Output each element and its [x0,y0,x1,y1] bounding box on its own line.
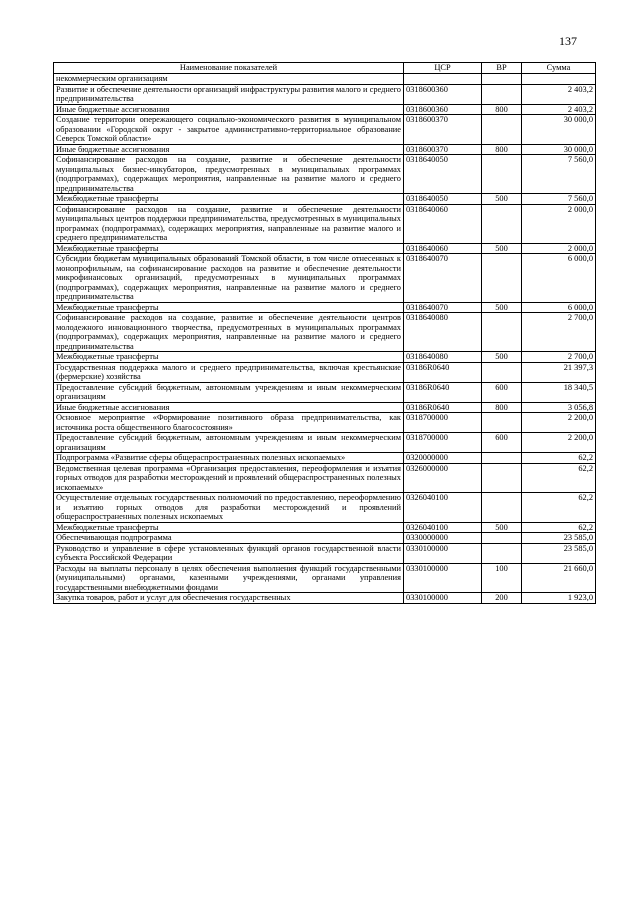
cell-sum: 6 000,0 [522,254,596,303]
cell-csr: 0318600360 [404,84,482,104]
table-row [54,84,596,104]
cell-csr: 0318640060 [404,243,482,254]
cell-sum: 6 000,0 [522,302,596,313]
cell-csr: 03186R0640 [404,362,482,382]
cell-name: Основное мероприятие «Формирование позитивного образа предпринимательства, как источника роста общественного благосостояния» [54,413,404,433]
cell-vr [482,543,522,563]
cell-csr: 0320000000 [404,453,482,464]
header-csr: ЦСР [404,63,482,74]
cell-name: некоммерческим организациям [54,74,404,85]
cell-vr [482,453,522,464]
cell-csr: 0318600370 [404,115,482,145]
cell-vr: 800 [482,104,522,115]
cell-name: Расходы на выплаты персоналу в целях обеспечения выполнения функций государственными (муниципальными) органами, казенными учреждениями, органами управления государственными внебюджетными фондами [54,563,404,593]
cell-csr: 0318700000 [404,433,482,453]
table-row [54,204,596,243]
cell-name: Подпрограмма «Развитие сферы общераспространенных полезных ископаемых» [54,453,404,464]
cell-sum: 3 056,8 [522,402,596,413]
cell-name: Межбюджетные трансферты [54,302,404,313]
cell-vr: 500 [482,352,522,363]
cell-sum [522,74,596,85]
cell-sum: 2 000,0 [522,204,596,243]
cell-name: Обеспечивающая подпрограмма [54,533,404,544]
table-row [54,352,596,363]
cell-vr [482,204,522,243]
cell-vr [482,155,522,194]
page-number: 137 [559,34,577,48]
header-vr: ВР [482,63,522,74]
table-row [54,453,596,464]
cell-name: Закупка товаров, работ и услуг для обеспечения государственных [54,593,404,604]
table-row [54,593,596,604]
cell-sum: 23 585,0 [522,533,596,544]
cell-csr: 0318640050 [404,194,482,205]
header-sum: Сумма [522,63,596,74]
cell-name: Софинансирование расходов на создание, развитие и обеспечение деятельности центров молодежного инновационного творчества, предусмотренных в муниципальных программах (подпрограммах), содержащих мероприятия, направленные на развитие малого и среднего предпринимательства [54,313,404,352]
cell-vr [482,413,522,433]
cell-name: Руководство и управление в сфере установленных функций органов государственной власти субъекта Российской Федерации [54,543,404,563]
cell-sum: 62,2 [522,463,596,493]
cell-name: Межбюджетные трансферты [54,194,404,205]
table-row [54,433,596,453]
cell-csr: 03186R0640 [404,402,482,413]
cell-vr [482,362,522,382]
cell-sum: 62,2 [522,522,596,533]
cell-sum: 62,2 [522,453,596,464]
cell-vr: 800 [482,144,522,155]
table-row [54,402,596,413]
cell-vr: 500 [482,522,522,533]
cell-vr: 800 [482,402,522,413]
cell-name: Софинансирование расходов на создание, развитие и обеспечение деятельности муниципальных бизнес-инкубаторов, предусмотренных в муниципальных программах (подпрограммах), содержащих мероприятия, направленные на развитие малого и среднего предпринимательства [54,155,404,194]
cell-csr: 0318600370 [404,144,482,155]
cell-sum: 30 000,0 [522,115,596,145]
table-row [54,313,596,352]
cell-sum: 18 340,5 [522,382,596,402]
cell-csr: 0318640060 [404,204,482,243]
cell-sum: 62,2 [522,493,596,523]
cell-vr: 500 [482,302,522,313]
cell-name: Межбюджетные трансферты [54,352,404,363]
table-row [54,382,596,402]
cell-name: Межбюджетные трансферты [54,243,404,254]
cell-name: Софинансирование расходов на создание, развитие и обеспечение деятельности муниципальных центров поддержки предпринимательства, предусмотренных в муниципальных программах (подпрограммах), содержащих мероприятия, направленные на развитие малого и среднего предпринимательства [54,204,404,243]
table-row [54,533,596,544]
cell-vr: 100 [482,563,522,593]
cell-vr: 500 [482,243,522,254]
table-row [54,104,596,115]
cell-sum: 21 397,3 [522,362,596,382]
cell-csr: 0326040100 [404,522,482,533]
cell-csr: 0318640070 [404,254,482,303]
cell-vr: 500 [482,194,522,205]
cell-vr [482,84,522,104]
cell-csr: 0318600360 [404,104,482,115]
cell-vr [482,493,522,523]
cell-sum: 23 585,0 [522,543,596,563]
table-row [54,74,596,85]
cell-csr: 0330000000 [404,533,482,544]
cell-name: Иные бюджетные ассигнования [54,104,404,115]
cell-name: Субсидии бюджетам муниципальных образований Томской области, в том числе отнесенных к монопрофильным, на софинансирование расходов на развитие и обеспечение деятельности микрофинансовых организаций, предусмотренных в муниципальных программах (подпрограммах), содержащих мероприятия, направленные на развитие малого и среднего предпринимательства [54,254,404,303]
cell-csr: 0318640080 [404,352,482,363]
cell-name: Межбюджетные трансферты [54,522,404,533]
cell-vr [482,533,522,544]
cell-vr [482,254,522,303]
cell-csr: 0326000000 [404,463,482,493]
cell-name: Государственная поддержка малого и среднего предпринимательства, включая крестьянские (фермерские) хозяйства [54,362,404,382]
table-row [54,155,596,194]
cell-csr: 0318640080 [404,313,482,352]
cell-sum: 2 403,2 [522,84,596,104]
cell-name: Ведомственная целевая программа «Организация предоставления, переоформления и изъятия горных отводов для разработки месторождений и проявлений общераспространенных полезных ископаемых» [54,463,404,493]
cell-name: Предоставление субсидий бюджетным, автономным учреждениям и иным некоммерческим организациям [54,382,404,402]
cell-vr [482,115,522,145]
table-row [54,115,596,145]
table-row [54,243,596,254]
cell-sum: 21 660,0 [522,563,596,593]
cell-name: Предоставление субсидий бюджетным, автономным учреждениям и иным некоммерческим организациям [54,433,404,453]
cell-sum: 1 923,0 [522,593,596,604]
table-row [54,194,596,205]
cell-vr: 600 [482,433,522,453]
cell-sum: 2 403,2 [522,104,596,115]
table-row [54,254,596,303]
table-row [54,522,596,533]
cell-sum: 2 000,0 [522,243,596,254]
table-header-row [54,63,596,74]
cell-name: Создание территории опережающего социально-экономического развития в муниципальном образовании «Городской округ - закрытое административно-территориальное образование Северск Томской области» [54,115,404,145]
table-row [54,563,596,593]
table-row [54,413,596,433]
cell-vr: 200 [482,593,522,604]
cell-name: Осуществление отдельных государственных полномочий по предоставлению, переоформлению и изъятию горных отводов для разработки месторождений и проявлений общераспространенных полезных ископаемых [54,493,404,523]
cell-csr: 0330100000 [404,593,482,604]
cell-sum: 7 560,0 [522,155,596,194]
table-row [54,493,596,523]
cell-sum: 2 200,0 [522,413,596,433]
cell-sum: 2 700,0 [522,352,596,363]
cell-csr: 0330100000 [404,543,482,563]
cell-csr: 0318640050 [404,155,482,194]
table-row [54,144,596,155]
cell-sum: 7 560,0 [522,194,596,205]
cell-vr [482,313,522,352]
cell-csr: 0318640070 [404,302,482,313]
cell-name: Иные бюджетные ассигнования [54,144,404,155]
cell-csr: 0318700000 [404,413,482,433]
header-name: Наименование показателей [54,63,404,74]
cell-vr [482,74,522,85]
cell-vr: 600 [482,382,522,402]
table-row [54,302,596,313]
table-row [54,362,596,382]
cell-csr: 03186R0640 [404,382,482,402]
cell-csr: 0330100000 [404,563,482,593]
cell-sum: 2 200,0 [522,433,596,453]
table-row [54,543,596,563]
table-row [54,463,596,493]
cell-name: Развитие и обеспечение деятельности организаций инфраструктуры развития малого и среднего предпринимательства [54,84,404,104]
cell-csr: 0326040100 [404,493,482,523]
cell-name: Иные бюджетные ассигнования [54,402,404,413]
cell-sum: 30 000,0 [522,144,596,155]
cell-sum: 2 700,0 [522,313,596,352]
budget-table [53,62,596,604]
cell-vr [482,463,522,493]
cell-csr [404,74,482,85]
